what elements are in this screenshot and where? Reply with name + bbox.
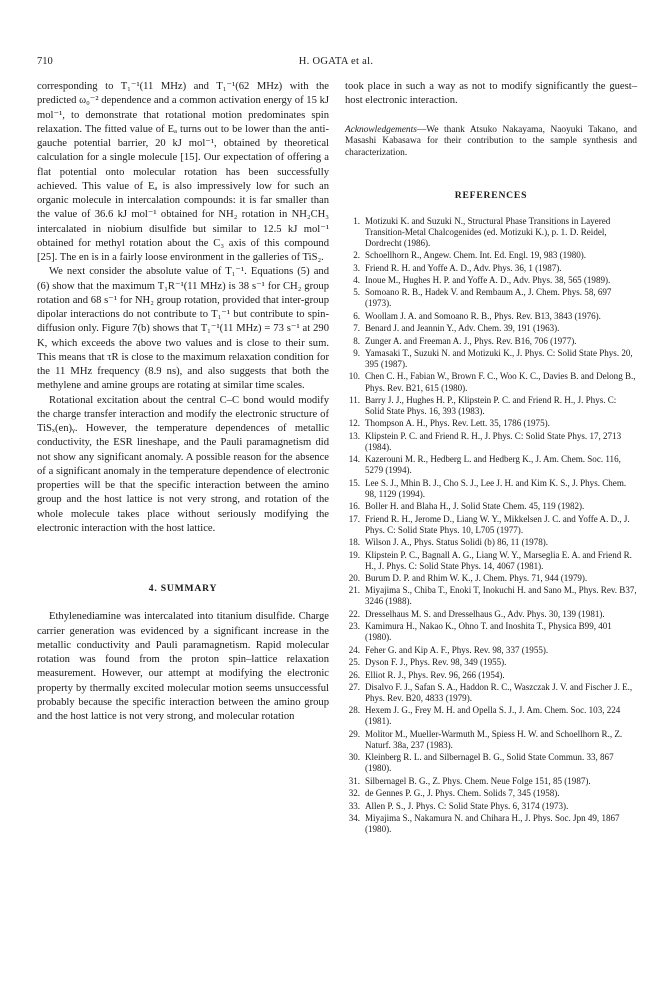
reference-number: 12. [348, 418, 360, 429]
reference-text: de Gennes P. G., J. Phys. Chem. Solids 7, 345 (1958). [365, 788, 560, 799]
reference-item [345, 657, 637, 668]
reference-item [345, 275, 637, 286]
reference-number: 4. [353, 274, 360, 285]
reference-number: 2. [353, 250, 360, 261]
reference-item [345, 788, 637, 799]
reference-text: Burum D. P. and Rhim W. K., J. Chem. Phys. 71, 944 (1979). [365, 572, 588, 583]
reference-item [345, 263, 637, 274]
reference-item [345, 585, 637, 607]
reference-text: Somoano R. B., Hadek V. and Rembaum A., J. Chem. Phys. 58, 697 (1973). [365, 287, 612, 309]
reference-number: 8. [353, 335, 360, 346]
reference-item [345, 348, 637, 370]
reference-text: Friend R. H. and Yoffe A. D., Adv. Phys. 36, 1 (1987). [365, 262, 562, 273]
reference-number: 29. [348, 728, 360, 739]
reference-number: 30. [348, 752, 360, 763]
reference-item [345, 705, 637, 727]
reference-text: Silbernagel B. G., Z. Phys. Chem. Neue Folge 151, 85 (1987). [365, 775, 591, 786]
references-list [345, 216, 637, 836]
reference-number: 13. [348, 430, 360, 441]
reference-number: 16. [348, 501, 360, 512]
reference-text: Chen C. H., Fabian W., Brown F. C., Woo K. C., Davies B. and Delong B., Phys. Rev. B21, 615 (1980). [365, 371, 636, 393]
reference-number: 23. [348, 621, 360, 632]
reference-number: 26. [348, 669, 360, 680]
reference-text: Benard J. and Jeannin Y., Adv. Chem. 39, 191 (1963). [365, 323, 560, 334]
acknowledgements [345, 125, 637, 160]
reference-text: Barry J. J., Hughes H. P., Klipstein P. C. and Friend R. H., J. Phys. C: Solid State Phys. 16, 393 (1983). [365, 394, 617, 416]
reference-number: 18. [348, 537, 360, 548]
reference-item [345, 454, 637, 476]
reference-text: Disalvo F. J., Safan S. A., Haddon R. C., Waszczak J. V. and Fischer J. E., Phys. Rev. B20, 4833 (1979). [365, 681, 633, 703]
ack-text: —We thank Atsuko Nakayama, Naoyuki Takano, and Masashi Kabasawa for their contribution to the sample synthesis and characterization. [345, 124, 637, 158]
reference-text: Zunger A. and Freeman A. J., Phys. Rev. B16, 706 (1977). [365, 335, 577, 346]
reference-text: Boller H. and Blaha H., J. Solid State Chem. 45, 119 (1982). [365, 501, 585, 512]
reference-item [345, 514, 637, 536]
reference-text: Woollam J. A. and Somoano R. B., Phys. Rev. B13, 3843 (1976). [365, 310, 601, 321]
right-column [345, 80, 637, 837]
reference-item [345, 550, 637, 572]
reference-item [345, 621, 637, 643]
reference-item [345, 645, 637, 656]
reference-item [345, 336, 637, 347]
reference-text: Inoue M., Hughes H. P. and Yoffe A. D., Adv. Phys. 38, 565 (1989). [365, 274, 611, 285]
reference-number: 27. [348, 681, 360, 692]
reference-item [345, 311, 637, 322]
reference-item [345, 216, 637, 249]
reference-item [345, 573, 637, 584]
reference-number: 24. [348, 644, 360, 655]
reference-number: 10. [348, 371, 360, 382]
reference-item [345, 670, 637, 681]
reference-text: Klipstein P. C. and Friend R. H., J. Phys. C: Solid State Phys. 17, 2713 (1984). [365, 430, 622, 452]
reference-text: Wilson J. A., Phys. Status Solidi (b) 86, 11 (1978). [365, 537, 549, 548]
reference-item [345, 776, 637, 787]
reference-text: Dyson F. J., Phys. Rev. 98, 349 (1955). [365, 657, 507, 668]
reference-item [345, 537, 637, 548]
page-number: 710 [37, 56, 53, 67]
body-paragraph: We next consider the absolute value of T₁⁻¹. Equations (5) and (6) show that the maximum T₁R⁻¹(11 MHz) is 38 s⁻¹ for CH₂ group rotation and 68 s⁻¹ for NH₂ group rotation, provided that inter-group dipolar interactions do not contribute to T₁⁻¹ but contribute to spin-diffusion only. Figure 7(b) shows that T₁⁻¹(11 MHz) = 73 s⁻¹ at 290 K, which exceeds the above two values and is close to their sum. This means that τR is close to the maximum relaxation condition for the 11 MHz frequency (8.9 ns), and also suggests that both the methylene and amine groups are rotating at similar time scales. [37, 266, 329, 392]
summary-paragraph: Ethylenediamine was intercalated into titanium disulfide. Charge carrier generation was evidenced by a significant increase in the metallic conductivity and Pauli paramagnetism. Rapid molecular rotation was found from the proton spin–lattice relaxation measurement. However, our attempt at modifying the electronic property by thermally excited molecular motion seems unsuccessful probably because the specific interaction between the amino group and the host lattice is not very strong, and molecular rotation [37, 611, 329, 722]
reference-text: Kleinberg R. L. and Silbernagel B. G., Solid State Commun. 33, 867 (1980). [365, 752, 614, 774]
reference-text: Elliot R. J., Phys. Rev. 96, 266 (1954). [365, 669, 505, 680]
reference-number: 33. [348, 800, 360, 811]
reference-number: 19. [348, 549, 360, 560]
reference-number: 28. [348, 705, 360, 716]
reference-item [345, 287, 637, 309]
reference-item [345, 813, 637, 835]
reference-item [345, 752, 637, 774]
left-column [37, 80, 329, 724]
reference-text: Feher G. and Kip A. F., Phys. Rev. 98, 337 (1955). [365, 644, 549, 655]
ack-label: Acknowledgements [345, 124, 417, 135]
reference-number: 14. [348, 454, 360, 465]
reference-text: Thompson A. H., Phys. Rev. Lett. 35, 1786 (1975). [365, 418, 550, 429]
reference-item [345, 801, 637, 812]
reference-item [345, 478, 637, 500]
reference-text: Kamimura H., Nakao K., Ohno T. and Inoshita T., Physica B99, 401 (1980). [365, 621, 612, 643]
reference-number: 7. [353, 323, 360, 334]
summary-heading: 4. SUMMARY [148, 583, 218, 594]
reference-text: Miyajima S., Nakamura N. and Chihara H., J. Phys. Soc. Jpn 49, 1867 (1980). [365, 813, 620, 835]
reference-item [345, 682, 637, 704]
reference-text: Kazerouni M. R., Hedberg L. and Hedberg K., J. Am. Chem. Soc. 116, 5279 (1994). [365, 454, 621, 476]
reference-number: 32. [348, 788, 360, 799]
reference-text: Friend R. H., Jerome D., Liang W. Y., Mikkelsen J. C. and Yoffe A. D., J. Phys. C: Solid State Phys. 10, L705 (1977). [365, 513, 630, 535]
reference-number: 3. [353, 262, 360, 273]
reference-number: 17. [348, 513, 360, 524]
reference-text: Molitor M., Mueller-Warmuth M., Spiess H. W. and Schoellhorn R., Z. Naturf. 38a, 237 (1983). [365, 728, 623, 750]
body-paragraph: corresponding to T₁⁻¹(11 MHz) and T₁⁻¹(62 MHz) with the predicted ω₀⁻² dependence and a common activation energy of 15 kJ mol⁻¹, to demonstrate that rotational motion predominates spin relaxation. The fitted value of Eₐ turns out to be lower than the anti-gauche potential barrier, 20 kJ mol⁻¹, obtained by theoretical calculation for a single molecule [15]. Our expectation of offering a flat potential onto molecular rotation has been successfully achieved. This value of Eₐ is also impressively low for such an organic molecule in intercalation compounds: it is far smaller than the value of 36.6 kJ mol⁻¹ obtained for NH₂ rotation in NH₂CH₃ intercalated in niobium disulfide but similar to 12.5 kJ mol⁻¹ obtained for methyl rotation about the C₃ axis of this compound [25]. The en is in a fairly loose environment in the galleries of TiS₂. [37, 81, 329, 263]
reference-text: Motizuki K. and Suzuki N., Structural Phase Transitions in Layered Transition-Metal Chalcogenides (ed. Motizuki K.), p. 1. D. Reidel, Dordrecht (1986). [365, 215, 611, 248]
reference-number: 5. [353, 287, 360, 298]
reference-number: 34. [348, 813, 360, 824]
reference-number: 9. [353, 347, 360, 358]
reference-number: 21. [348, 585, 360, 596]
reference-item [345, 395, 637, 417]
reference-number: 15. [348, 477, 360, 488]
reference-item [345, 729, 637, 751]
reference-text: Allen P. S., J. Phys. C: Solid State Phys. 6, 3174 (1973). [365, 800, 569, 811]
reference-item [345, 250, 637, 261]
reference-item [345, 431, 637, 453]
reference-text: Yamasaki T., Suzuki N. and Motizuki K., J. Phys. C: Solid State Phys. 20, 395 (1987). [365, 347, 633, 370]
reference-text: Dresselhaus M. S. and Dresselhaus G., Adv. Phys. 30, 139 (1981). [365, 608, 605, 619]
reference-text: Klipstein P. C., Bagnall A. G., Liang W. Y., Marseglia E. A. and Friend R. H., J. Phys. C: Solid State Phys. 14, 4067 (1981). [365, 549, 632, 571]
reference-item [345, 609, 637, 620]
body-paragraph: Rotational excitation about the central C–C bond would modify the charge transfer interaction and modify the electronic structure of TiSₓ(en)ᵧ. However, the temperature dependences of metallic conductivity, the ESR lineshape, and the Pauli paramagnetism did not show any significant anomaly. A possible reason for the absence of a significant anomaly in the temperature dependence of electronic properties will be that the specific interaction between the amino group and the host lattice is not very strong, and rotation of the whole molecule takes place without seriously modifying the electronic interaction with the host lattice. [37, 394, 329, 534]
references-heading: REFERENCES [454, 190, 528, 202]
continuation-paragraph: took place in such a way as not to modify significantly the guest–host electronic interaction. [345, 81, 637, 107]
reference-item [345, 371, 637, 393]
reference-text: Lee S. J., Mhin B. J., Cho S. J., Lee J. H. and Kim K. S., J. Phys. Chem. 98, 1129 (1994). [365, 477, 627, 499]
reference-number: 25. [348, 657, 360, 668]
reference-item [345, 418, 637, 429]
reference-text: Hexem J. G., Frey M. H. and Opella S. J., J. Am. Chem. Soc. 103, 224 (1981). [365, 705, 621, 727]
page-header [0, 56, 672, 70]
reference-text: Miyajima S., Chiba T., Enoki T, Inokuchi H. and Sano M., Phys. Rev. B37, 3246 (1988). [365, 585, 637, 607]
running-head: H. OGATA et al. [298, 56, 374, 67]
reference-number: 6. [353, 310, 360, 321]
reference-number: 22. [348, 608, 360, 619]
reference-number: 20. [348, 572, 360, 583]
reference-text: Schoellhorn R., Angew. Chem. Int. Ed. Engl. 19, 983 (1980). [365, 250, 587, 261]
reference-number: 1. [353, 215, 360, 226]
reference-number: 31. [348, 775, 360, 786]
reference-item [345, 501, 637, 512]
reference-item [345, 323, 637, 334]
reference-number: 11. [349, 394, 360, 405]
